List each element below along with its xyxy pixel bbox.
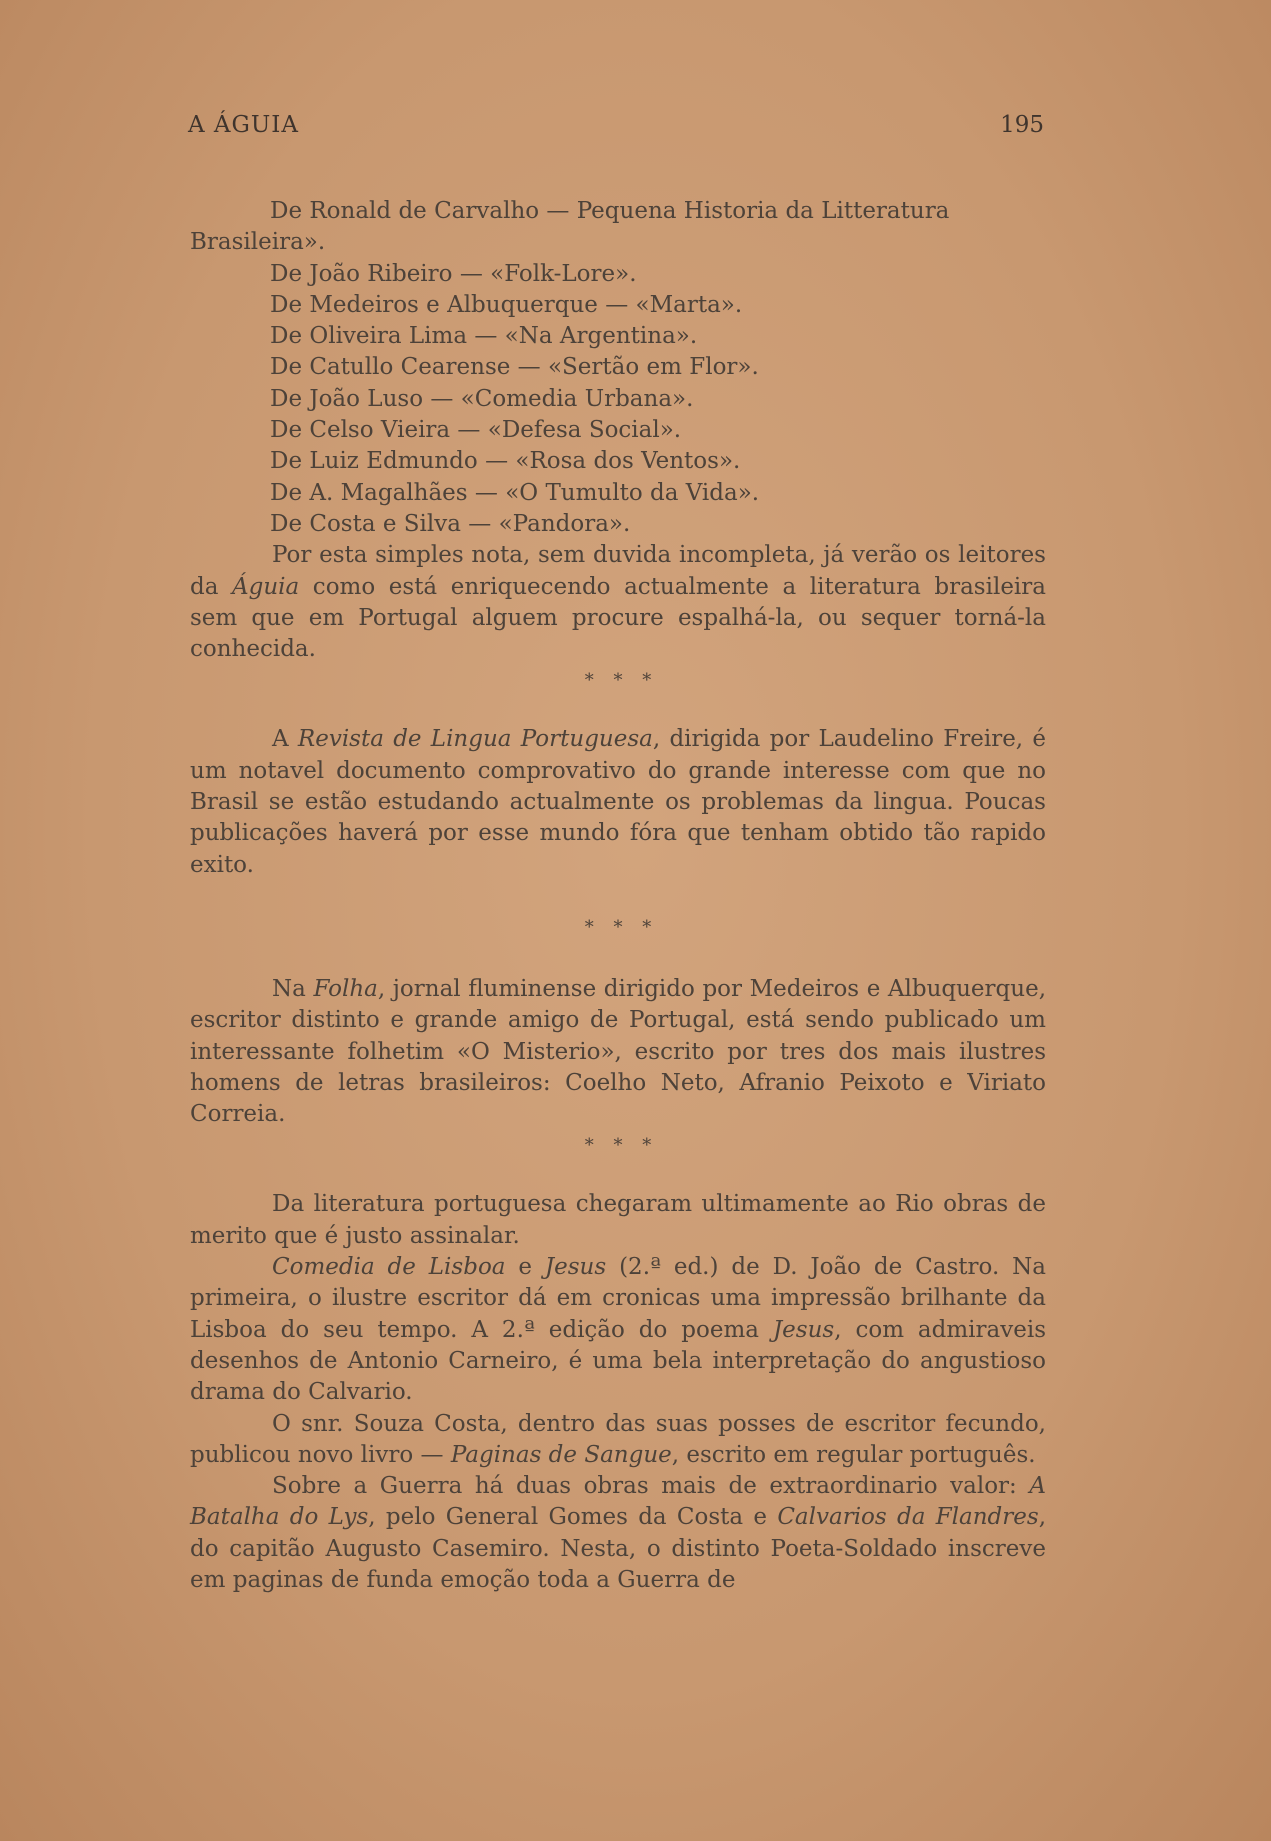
paragraph: Sobre a Guerra há duas obras mais de extraordinario valor: A Batalha do Lys, pelo General Gomes da Costa e Calvarios da Flandres, do capitão Augusto Casemiro. Nesta, o distinto Poeta-Soldado inscreve em paginas de funda emoção toda a Guerra de (190, 1473, 1047, 1593)
list-item: De Ronald de Carvalho — Pequena Historia da Litteratura (270, 198, 950, 224)
list-item: De A. Magalhães — «O Tumulto da Vida». (270, 479, 760, 506)
list-item: De Costa e Silva — «Pandora». (270, 510, 631, 537)
list-item: De João Luso — «Comedia Urbana». (270, 385, 694, 412)
list-item: De Catullo Cearense — «Sertão em Flor». (270, 354, 759, 381)
paragraph: Da literatura portuguesa chegaram ultimamente ao Rio obras de merito que é justo assinalar. (190, 1191, 1046, 1249)
list-item-continuation: Brasileira». (190, 229, 326, 256)
list-item: De Oliveira Lima — «Na Argentina». (270, 323, 698, 350)
paragraph: Por esta simples nota, sem duvida incompleta, já verão os leitores da Águia como está enriquecendo actualmente a literatura brasileira sem que em Portugal alguem procure espalhá-la, ou sequer torná-la conhecida. (190, 542, 1046, 663)
list-item: De Luiz Edmundo — «Rosa dos Ventos». (270, 448, 741, 475)
article-body (190, 196, 1046, 1596)
paragraph: Comedia de Lisboa e Jesus (2.ª ed.) de D. João de Castro. Na primeira, o ilustre escritor dá em cronicas uma impressão brilhante da Lisboa do seu tempo. A 2.ª edição do poema Jesus, com admiraveis desenhos de Antonio Carneiro, é uma bela interpretação do angustioso drama do Calvario. (190, 1254, 1047, 1406)
list-item: De João Ribeiro — «Folk-Lore». (270, 260, 637, 287)
spacer (190, 943, 1046, 974)
section-separator: * * * (584, 1135, 652, 1157)
paragraph: A Revista de Lingua Portuguesa, dirigida por Laudelino Freire, é um notavel documento comprovativo do grande interesse com que no Brasil se estão estudando actualmente os problemas da lingua. Poucas publicações haverá por esse mundo fóra que tenham obtido tão rapido exito. (190, 726, 1046, 878)
journal-title: A ÁGUIA (188, 112, 299, 138)
paragraph: O snr. Souza Costa, dentro das suas posses de escritor fecundo, publicou novo livro — Paginas de Sangue, escrito em regular português. (190, 1410, 1046, 1468)
list-item: De Celso Vieira — «Defesa Social». (270, 417, 682, 444)
page-number: 195 (1000, 112, 1044, 138)
list-item: De Medeiros e Albuquerque — «Marta». (270, 291, 743, 318)
spacer (190, 881, 1046, 912)
spacer (190, 696, 1046, 724)
section-separator: * * * (584, 670, 652, 692)
running-header (188, 112, 1044, 144)
section-separator: * * * (584, 916, 652, 938)
spacer (190, 1161, 1046, 1189)
paragraph: Na Folha, jornal fluminense dirigido por Medeiros e Albuquerque, escritor distinto e grande amigo de Portugal, está sendo publicado um interessante folhetim «O Misterio», escrito por tres dos mais ilustres homens de letras brasileiros: Coelho Neto, Afranio Peixoto e Viriato Correia. (190, 975, 1046, 1128)
